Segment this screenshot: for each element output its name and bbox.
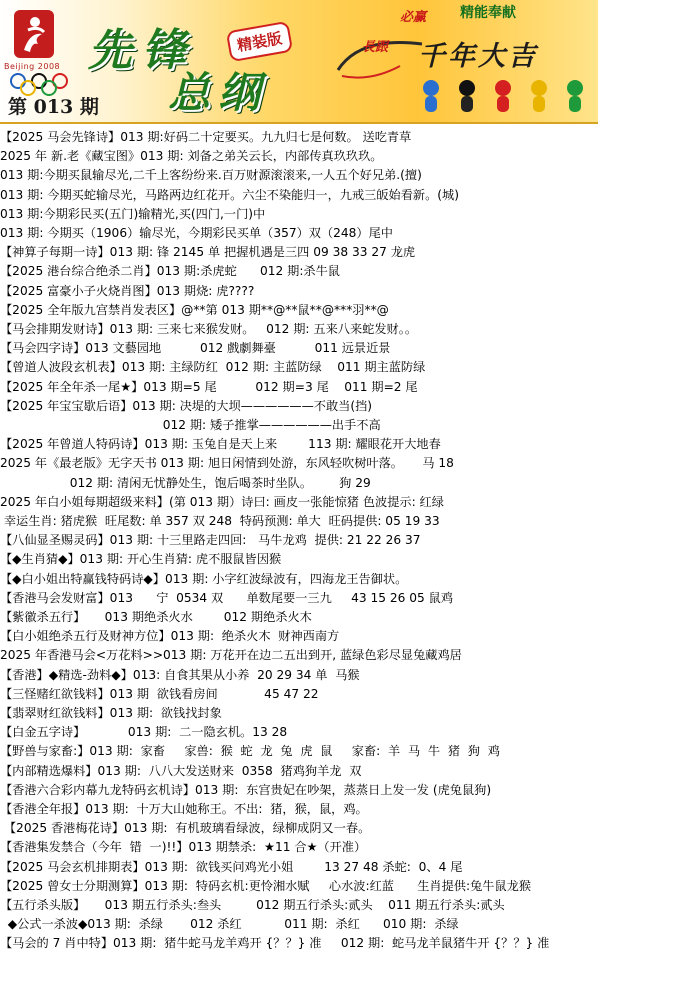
slogan-win: 必赢 [400,10,427,25]
text-line: 【内部精选爆料】013 期: 八八大发送财来 0358 猪鸡狗羊龙 双 [0,763,362,778]
text-line: 幸运生肖: 猪虎猴 旺尾数: 单 357 双 248 特码预测: 单大 旺码提供: 05 19 33 [0,514,440,528]
text-line: 【香港集发禁合（今年 错 一)!!】013 期禁杀: ★11 合★（开准） [0,840,367,855]
text-line: 013 期:今期彩民买(五门)输精光,买(四门,一门)中 [0,206,266,221]
text-line: 2025 年 新.老《藏宝图》013 期: 刘备之弟关云长，内部传真玖玖玖。 [0,149,383,164]
issue-number: 第 013 期 [8,96,99,118]
beijing-emblem-icon [8,8,60,70]
text-line: 【◆生肖猜◆】013 期: 开心生肖猜: 虎不服鼠皆因猴 [0,552,282,567]
slogan-offer: 精能奉献 [460,5,516,21]
text-line: 【三怪赌红欲钱料】013 期 欲钱看房间 45 47 22 [0,686,319,701]
text-line: 【2025 年宝宝歇后语】013 期: 决堤的大坝——————不敢当(挡) [0,398,373,413]
text-line: 【香港六合彩内幕九龙特码玄机诗】013 期: 东宫贵妃在吵架，蒸蒸日上发一发 (虎兔鼠狗) [0,782,492,797]
text-line: 【翡翠财红欲钱料】013 期: 欲钱找封象 [0,706,222,720]
text-line: 013 期: 今期买（1906）输尽光，今期彩民买单（357）双（248）尾中 [0,226,393,240]
text-line: 【八仙显圣赐灵码】013 期: 十三里路走四回: 马牛龙鸡 提供: 21 22 26 37 [0,533,421,548]
mascot-icon [564,78,586,116]
text-line: 【2025 年曾道人特码诗】013 期: 玉兔自是天上来 113 期: 耀眼花开大地春 [0,437,441,452]
text-line: 【白金五字诗】 013 期: 二一隐玄机。13 28 [0,725,288,740]
text-line: 【神算子每期一诗】013 期: 锋 2145 单 把握机遇是三四 09 38 33 27 龙虎 [0,245,416,260]
text-line: 【马会的 7 肖中特】013 期: 猪牛蛇马龙羊鸡开 {？？} 准 012 期: 蛇马龙羊鼠猪牛开 {？？} 准 [0,936,550,951]
text-line: 【2025 马会玄机排期表】013 期: 欲钱买问鸡光小姐 13 27 48 杀蛇: 0、4 尾 [0,859,463,874]
text-line: 【2025 马会先锋诗】013 期:好码二十定要买。九九归七是何数。 送吃青草 [0,130,412,144]
text-line: 【香港马会发财富】013 宁 0534 双 单数尾要一三九 43 15 26 05 鼠鸡 [0,590,454,605]
text-line: 【2025 港台综合绝杀二肖】013 期:杀虎蛇 012 期:杀牛鼠 [0,264,340,279]
text-line: 2025 年香港马会<万花料>>013 期: 万花开在边二五出到开, 蓝绿色彩尽显兔藏鸡居 [0,648,462,663]
mascots-group [412,78,598,118]
title-line-2: 总纲 [168,68,269,117]
text-line: 013 期:今期买鼠输尽光,二千上客纷纷来.百万财源滚滚来,一人五个好兄弟.(擅) [0,168,422,183]
text-line: 【五行杀头版】 013 期五行杀头:叁头 012 期五行杀头:贰头 011 期五行杀头:贰头 [0,898,505,912]
text-line: 2025 年白小姐每期超级来料】(第 013 期）诗曰: 画皮一张能惊猪 色波提示: 红绿 [0,494,444,509]
text-line: 【2025 全年版九宫禁肖发表区】@**第 013 期**@**鼠**@***羽**@ [0,302,389,317]
text-line: 【2025 香港梅花诗】013 期: 有机玻璃看绿波，绿柳成阴又一春。 [0,821,371,836]
text-line: 【白小姐绝杀五行及财神方位】013 期: 绝杀火木 财神西南方 [0,629,340,644]
text-line: 【2025 富豪小子火烧肖图】013 期烧: 虎???? [0,283,255,298]
emblem-caption: Beijing 2008 [4,62,61,71]
text-line: 【曾道人波段玄机表】013 期: 主绿防红 012 期: 主蓝防绿 011 期主蓝防绿 [0,360,426,375]
text-line: ◆公式一杀波◆013 期: 杀绿 012 杀红 011 期: 杀红 010 期: 杀绿 [0,917,459,932]
text-line: 【紫徽杀五行】 013 期绝杀火水 012 期绝杀火木 [0,610,312,624]
text-line: 012 期: 清闲无忧静处生，饱后喝茶时坐队。 狗 29 [0,475,371,490]
text-line: 【马会排期发财诗】013 期: 三来七来猴发财。 012 期: 五来八来蛇发财。。 [0,322,418,336]
slogan-follow: 長跟 [362,40,389,55]
text-line: 012 期: 矮子推掌——————出手不高 [0,418,381,432]
text-line: 【2025 年全年杀一尾★】013 期=5 尾 012 期=3 尾 011 期=2 尾 [0,379,418,394]
mascot-icon [528,78,550,116]
text-line: 【香港全年报】013 期: 十万大山她称王。不出: 猪，猴，鼠，鸡。 [0,802,368,816]
mascot-icon [456,78,478,116]
slogan-big: 千年大吉 [418,41,538,72]
text-line: 【◆白小姐出特赢钱特码诗◆】013 期: 小字红波绿波有，四海龙王告御状。 [0,571,408,586]
header-banner [0,0,598,124]
mascot-icon [492,78,514,116]
edition-badge: 精装版 [226,21,293,62]
text-line: 2025 年《最老版》无字天书 013 期: 旭日闲情到处游，东风轻吹树叶落。 马 18 [0,456,454,471]
title-line-1: 先锋 [88,25,196,76]
text-line: 013 期: 今期买蛇输尽光，马路两边红花开。六尘不染能归一，九戒三皈始看新。(城) [0,187,460,202]
text-line: 【野兽与家畜:】013 期: 家畜 家兽: 猴 蛇 龙 兔 虎 鼠 家畜: 羊 马 牛 猪 狗 鸡 [0,744,500,759]
text-line: 【香港】◆精选-劲料◆】013: 自食其果从小养 20 29 34 单 马猴 [0,667,360,682]
text-line: 【马会四字诗】013 文藝园地 012 戲劇舞臺 011 远景近景 [0,341,391,356]
text-line: 【2025 曾女士分期测算】013 期: 特码玄机:更怜湘水赋 心水波:红蓝 生肖提供:兔牛鼠龙猴 [0,878,532,893]
mascot-icon [420,78,442,116]
